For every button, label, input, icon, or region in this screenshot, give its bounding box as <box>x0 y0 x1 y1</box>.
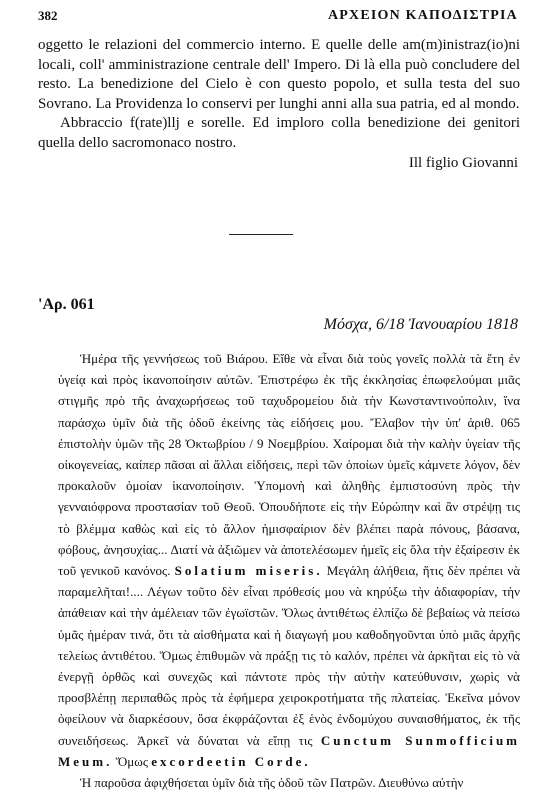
dateline: Μόσχα, 6/18 Ἰανουαρίου 1818 <box>323 316 518 333</box>
italian-paragraph-2: Abbraccio f(rate)llj e sorelle. Ed imploro colla benedizione dei genitori quella dello sacromonaco nostro. <box>38 115 520 151</box>
italian-letter-end <box>38 36 520 154</box>
document-number: 'Αρ. 061 <box>38 296 95 313</box>
page-number: 382 <box>38 8 58 23</box>
greek-paragraph-2: Ἡ παροῦσα ἀφιχθήσεται ὑμῖν διὰ τῆς ὁδοῦ τῶν Πατρῶν. Διευθύνω αὐτὴν <box>80 775 464 791</box>
greek-text-c: Ὅμως <box>115 753 148 769</box>
latin-phrase-3: excordeetin Corde. <box>151 753 311 769</box>
italian-paragraph-1: oggetto le relazioni del commercio interno. E quelle delle am(m)inistraz(io)ni locali, coll' amministrazione centrale dell' Impero. Di là ella può concludere del resto. La benedizione del Cielo è con questo popolo, et sulla testa del suo Sovrano. La Providenza lo conservi per lunghi anni alla sua patria, ed al mondo. <box>38 37 520 112</box>
greek-text-b: Μεγάλη ἀλήθεια, ἥτις δὲν πρέπει νὰ παραμελῆται!.... Λέγων τοῦτο δὲν εἶναι πρόθεσίς μου νὰ κηρύξω τὴν ἀδιαφορίαν, τὴν ἀπάθειαν καὶ τὴν ἀμέλειαν τῶν ἐγωϊστῶν. Ὅλως ἀντιθέτως ἐλπίζω δὲ βεβαίως νὰ πείσω ὑμᾶς ἡμέραν τινά, ὅτι τὰ αἰσθήματα καὶ ἡ διαγωγή μου καθοδηγοῦνται ὑπὸ μιᾶς ἀρχῆς τελείως ἀντιθέτου. Ὅμως ἐπιθυμῶν νὰ πράξῃ τις τὸ καλόν, πρέπει νὰ ἀρκῆται εἰς τὸ νὰ ἐνεργῇ ὀρθῶς καὶ συνεχῶς καὶ πάντοτε πρὸς τὴν αὐτὴν κατεύθυνσιν, χωρὶς νὰ προσβλέπῃ περιπαθῶς πρὸς τὰ ἐφήμερα χειροκροτήματα τῆς πλατείας. Ἐκεῖνα μόνον ὀφείλουν νὰ διαρκέσουν, ὅσα ἐκφράζονται ἐξ ἑνὸς ἐνδομύχου συναισθήματος, ἐκ τῆς συνειδήσεως. Ἀρκεῖ νὰ δύναται νὰ εἴπῃ τις <box>58 563 521 748</box>
section-divider <box>229 234 293 235</box>
signature: Ill figlio Giovanni <box>408 155 518 171</box>
latin-phrase-2: Cunctum Sunmofficium Meum. <box>58 732 521 769</box>
latin-phrase-1: Solatium miseris. <box>174 563 323 579</box>
page-header <box>38 8 518 30</box>
greek-letter <box>58 348 520 793</box>
running-title: ΑΡΧΕΙΟΝ ΚΑΠΟΔΙΣΤΡΙΑ <box>328 8 518 23</box>
greek-paragraph-1 <box>58 348 520 772</box>
greek-text-a: Ἡμέρα τῆς γεννήσεως τοῦ Βιάρου. Εἴθε νὰ εἶναι διὰ τοὺς γονεῖς πολλὰ τὰ ἔτη ἐν ὑγείᾳ καὶ πρὸς ἱκανοποίησιν αὐτῶν. Ἐπιστρέφω ἐκ τῆς ἐκκλησίας ἐπωφελούμαι μιᾶς στιγμῆς πρὸ τῆς ἀναχωρήσεως τοῦ ταχυδρομείου διὰ τὴν Κωνσταντινούπολιν, ἵνα παράσχω ὑμῖν διὰ τῆς ὁδοῦ ἐκείνης τὰς εἰδήσεις μου. Ἔλαβον τὴν ὑπ' ἀριθ. 065 ἐπιστολὴν ὑμῶν τῆς 28 Ὀκτωβρίου / 9 Νοεμβρίου. Χαίρομαι διὰ τὴν καλὴν ὑγείαν τῆς οἰκογενείας, καίπερ πᾶσαι αἱ ἄλλαι εἰδήσεις, περὶ τῶν ὁποίων ὑμεῖς κάμνετε λόγον, δὲν προκαλοῦν ὁμοίαν ἱκανοποίησιν. Ὑπομονὴ καὶ ἀληθὴς ἐμπιστοσύνη πρὸς τὴν γενναιόφρονα προστασίαν τοῦ Θεοῦ. Ὁπουδήποτε εἰς τὴν Εὐρώπην καὶ ἂν στρέψῃ τις τὸ βλέμμα καθὼς καὶ εἰς τὸ ἄλλον ἡμισφαίριον δὲν βλέπει παρὰ πόνους, βάσανα, φόβους, ἀνησυχίας... Διατί νὰ ἀξιῶμεν νὰ ἀποτελέσωμεν ἡμεῖς εἰς ὅλα τὴν ἐξαίρεσιν ἐκ τοῦ γενικοῦ κανόνος. <box>58 351 520 579</box>
